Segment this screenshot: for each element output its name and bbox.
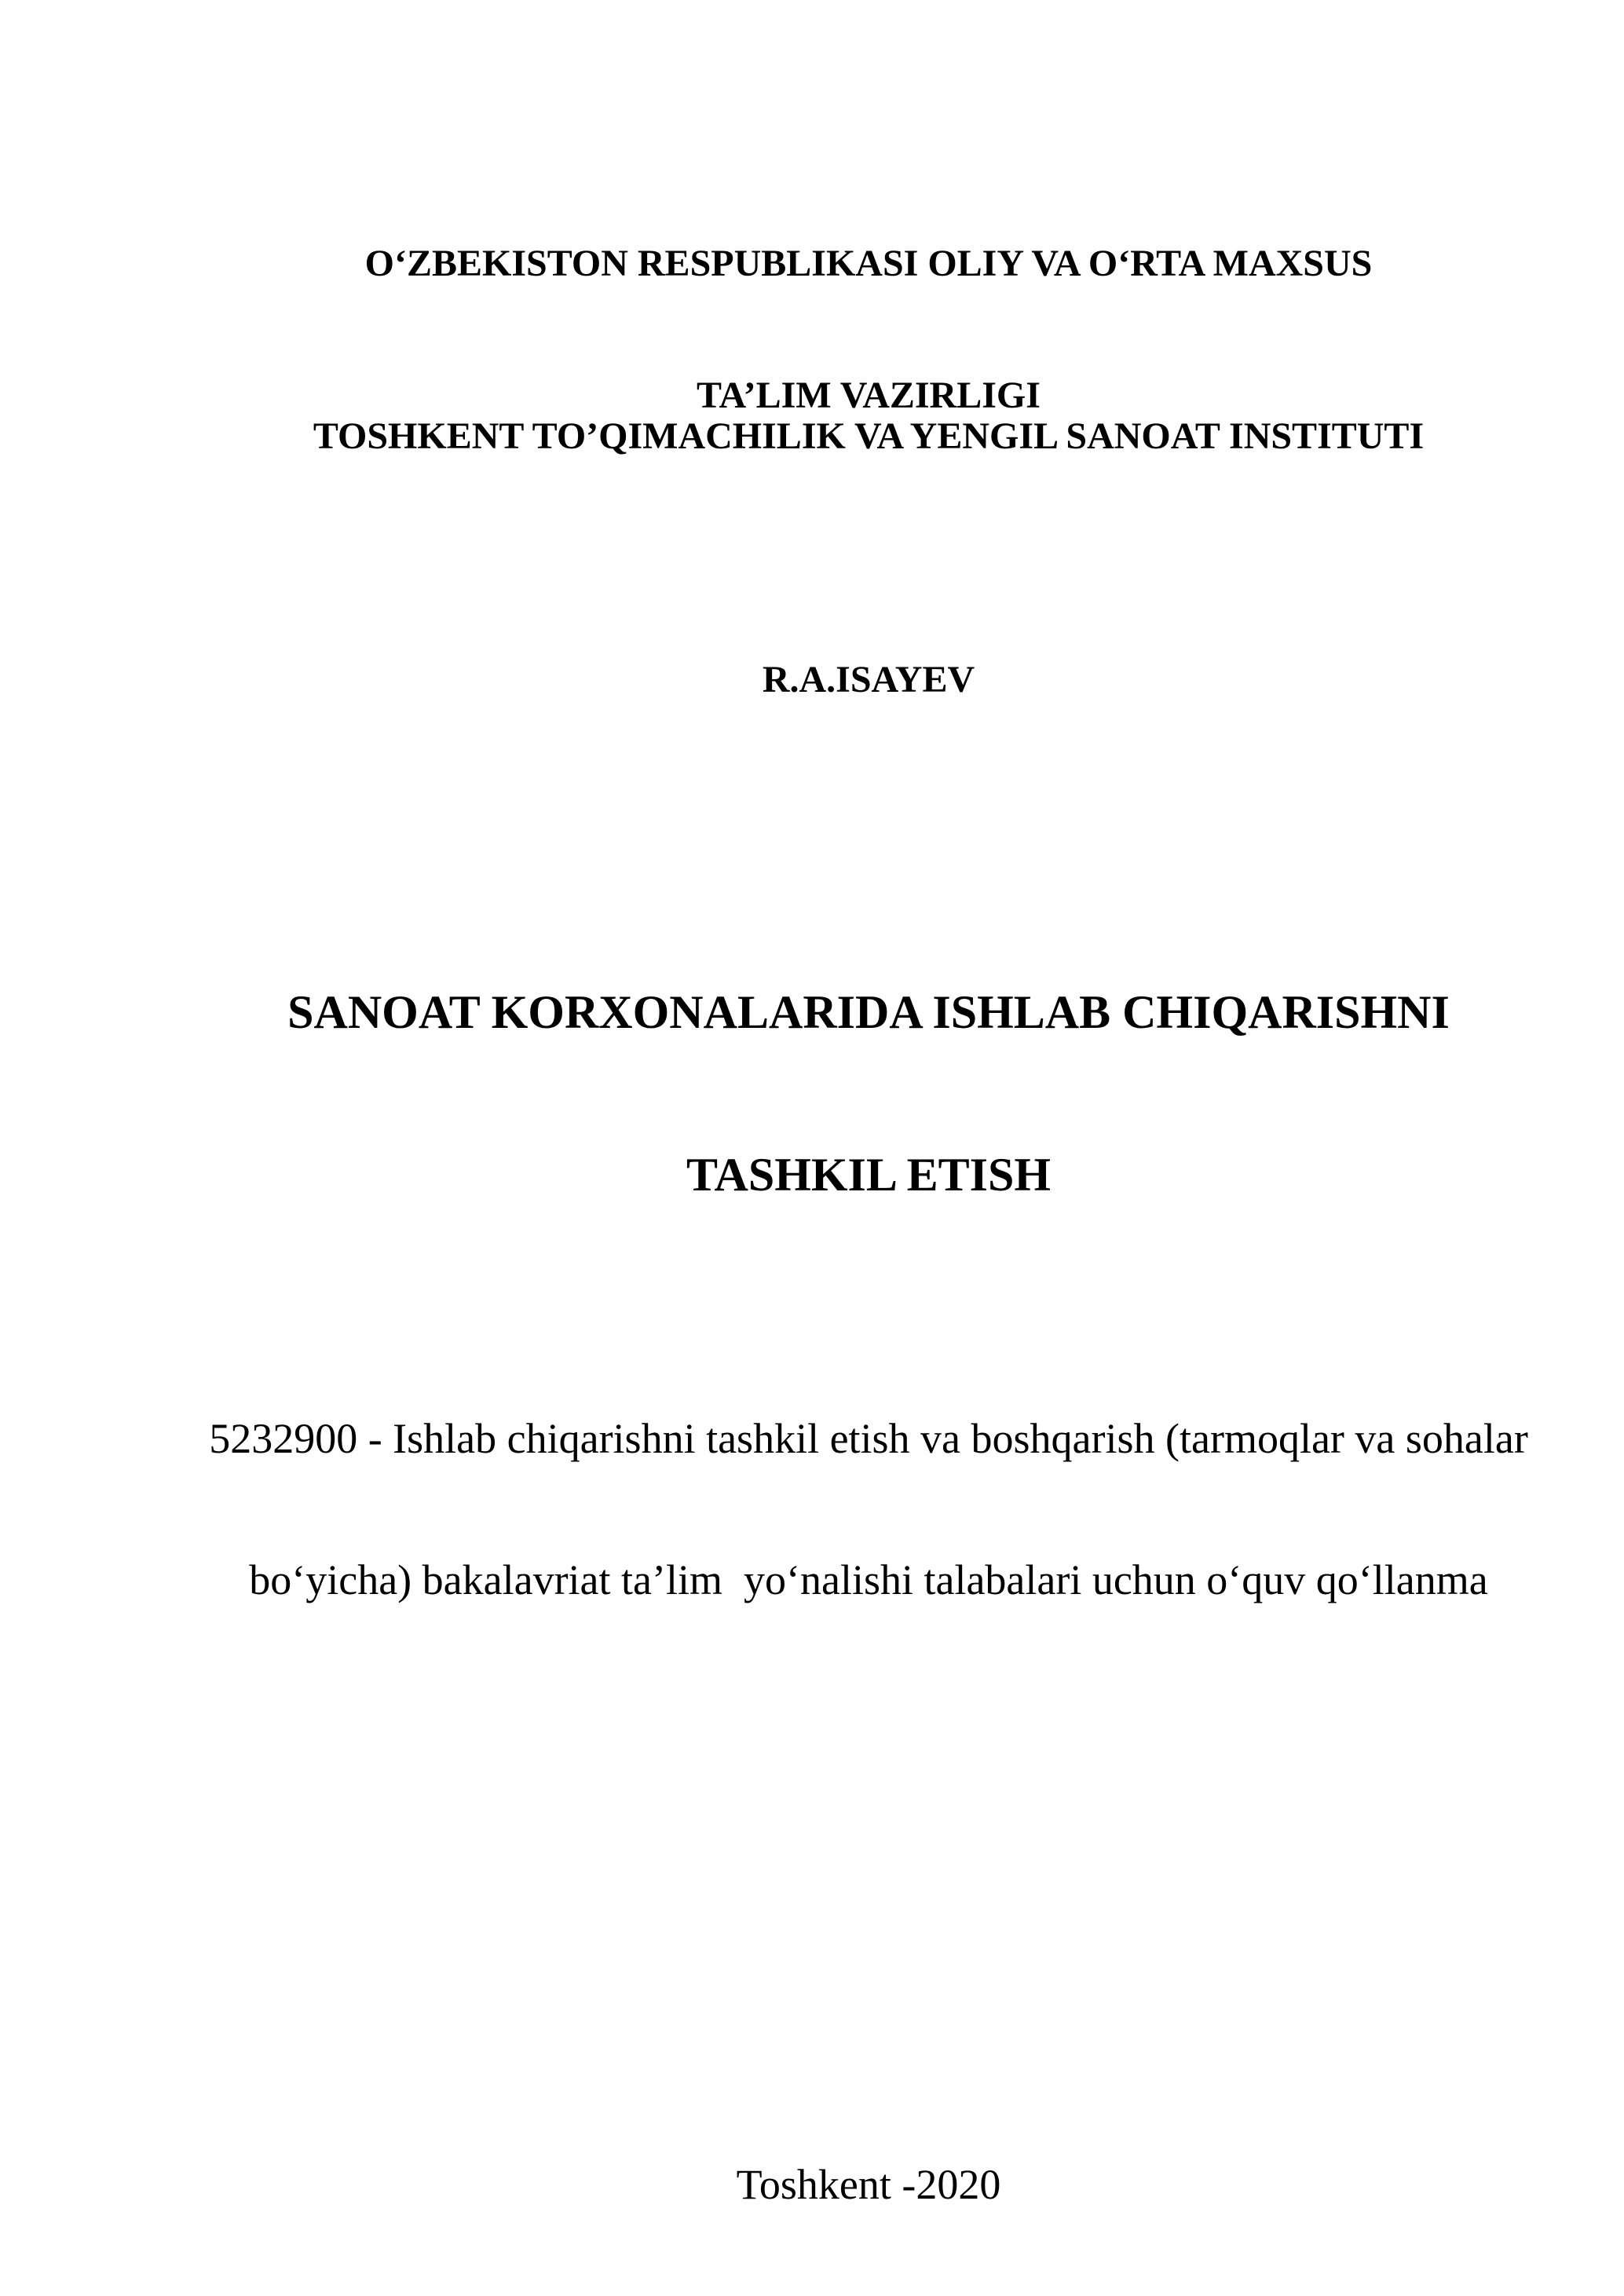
imprint-text: Toshkent -2020 — [736, 2161, 1001, 2208]
book-title-line1: SANOAT KORXONALARIDA ISHLAB CHIQARISHNI — [287, 986, 1450, 1038]
imprint — [113, 2067, 1624, 2296]
ministry-heading-line1: O‘ZBEKISTON RESPUBLIKASI OLIY VA O‘RTA MAXSUS — [364, 243, 1373, 284]
edition-designation — [113, 1321, 1624, 1698]
institute-heading — [113, 327, 1624, 547]
book-title — [113, 877, 1624, 1311]
institute-heading-text: TOSHKENT TO’QIMACHILIK VA YENGIL SANOAT INSTITUTI — [313, 415, 1425, 457]
edition-designation-line2: bo‘yicha) bakalavriat ta’lim yo‘nalishi talabalari uchun o‘quv qo‘llanma — [249, 1556, 1488, 1603]
ministry-heading-line2: TA’LIM VAZIRLIGI — [697, 375, 1041, 416]
author-name-text: R.A.ISAYEV — [762, 659, 975, 700]
author-name — [113, 570, 1624, 790]
book-title-line2: TASHKIL ETISH — [686, 1149, 1052, 1201]
edition-designation-line1: 5232900 - Ishlab chiqarishni tashkil etish va boshqarish (tarmoqlar va sohalar — [209, 1415, 1528, 1462]
